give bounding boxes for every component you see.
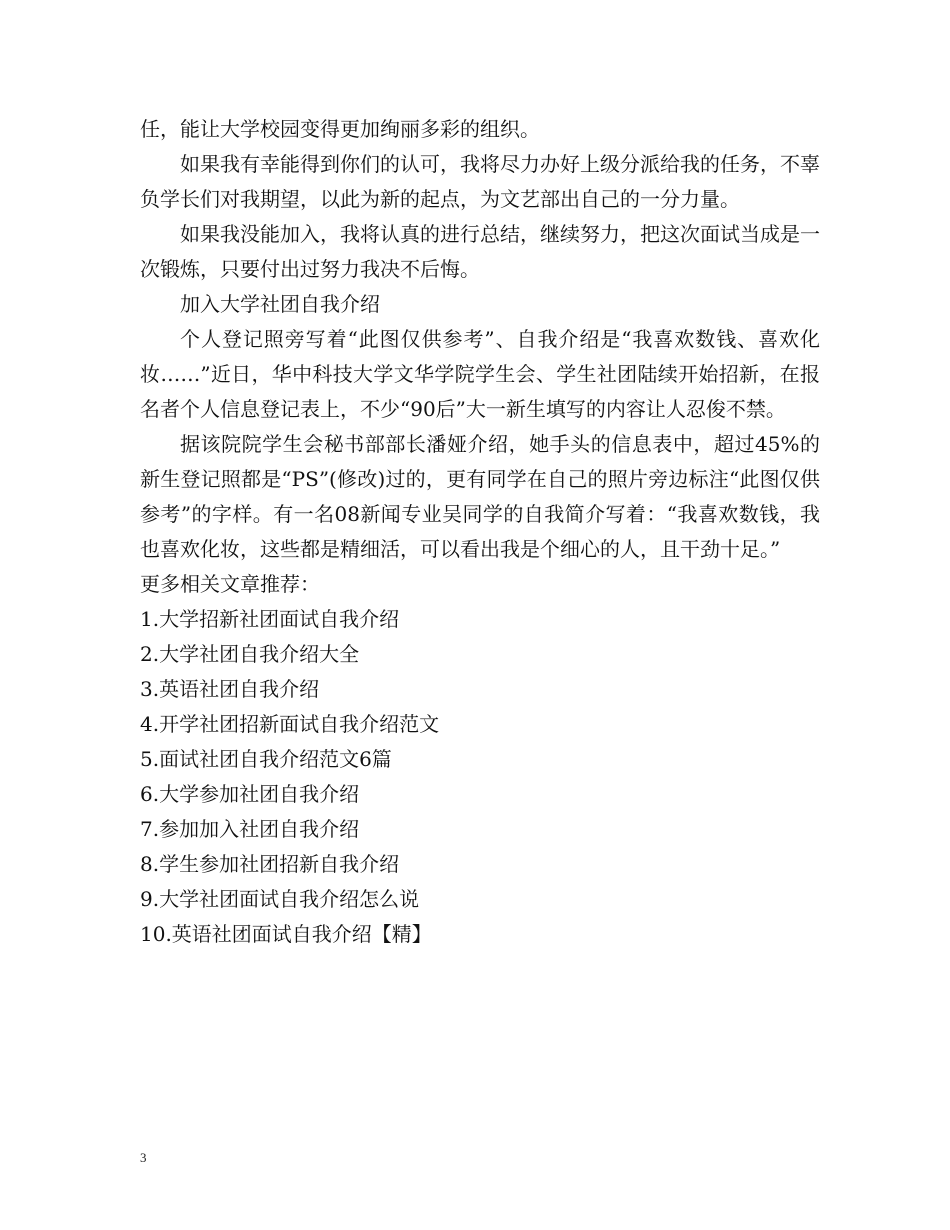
page-number: 3 (140, 1150, 147, 1165)
related-article-link[interactable]: 8.学生参加社团招新自我介绍 (140, 852, 400, 876)
related-article-link[interactable]: 6.大学参加社团自我介绍 (140, 782, 360, 806)
paragraph-continuation: 任，能让大学校园变得更加绚丽多彩的组织。 (140, 117, 540, 141)
related-articles-heading: 更多相关文章推荐： (140, 572, 320, 596)
related-article-link[interactable]: 10.英语社团面试自我介绍【精】 (140, 922, 432, 946)
related-articles-list (140, 602, 820, 952)
section-heading: 加入大学社团自我介绍 (180, 292, 380, 316)
related-article-link[interactable]: 3.英语社团自我介绍 (140, 677, 320, 701)
paragraph-registration: 个人登记照旁写着“此图仅供参考”、自我介绍是“我喜欢数钱、喜欢化妆……”近日，华中科技大学文华学院学生会、学生社团陆续开始招新，在报名者个人信息登记表上，不少“90后”大一新生填写的内容让人忍俊不禁。 (140, 327, 820, 421)
related-article-link[interactable]: 7.参加加入社团自我介绍 (140, 817, 360, 841)
paragraph-not-admitted: 如果我没能加入，我将认真的进行总结，继续努力，把这次面试当成是一次锻炼，只要付出过努力我决不后悔。 (140, 222, 820, 281)
related-article-link[interactable]: 5.面试社团自我介绍范文6篇 (140, 747, 392, 771)
paragraph-secretary-report: 据该院院学生会秘书部部长潘娅介绍，她手头的信息表中，超过45%的新生登记照都是“PS”(修改)过的，更有同学在自己的照片旁边标注“此图仅供参考”的字样。有一名08新闻专业吴同学的自我简介写着：“我喜欢数钱，我也喜欢化妆，这些都是精细活，可以看出我是个细心的人，且干劲十足。” (140, 432, 820, 561)
related-article-link[interactable]: 2.大学社团自我介绍大全 (140, 642, 360, 666)
related-article-link[interactable]: 1.大学招新社团面试自我介绍 (140, 607, 400, 631)
related-article-link[interactable]: 9.大学社团面试自我介绍怎么说 (140, 887, 420, 911)
document-body (140, 112, 820, 952)
related-article-link[interactable]: 4.开学社团招新面试自我介绍范文 (140, 712, 440, 736)
paragraph-approval: 如果我有幸能得到你们的认可，我将尽力办好上级分派给我的任务，不辜负学长们对我期望，以此为新的起点，为文艺部出自己的一分力量。 (140, 152, 820, 211)
